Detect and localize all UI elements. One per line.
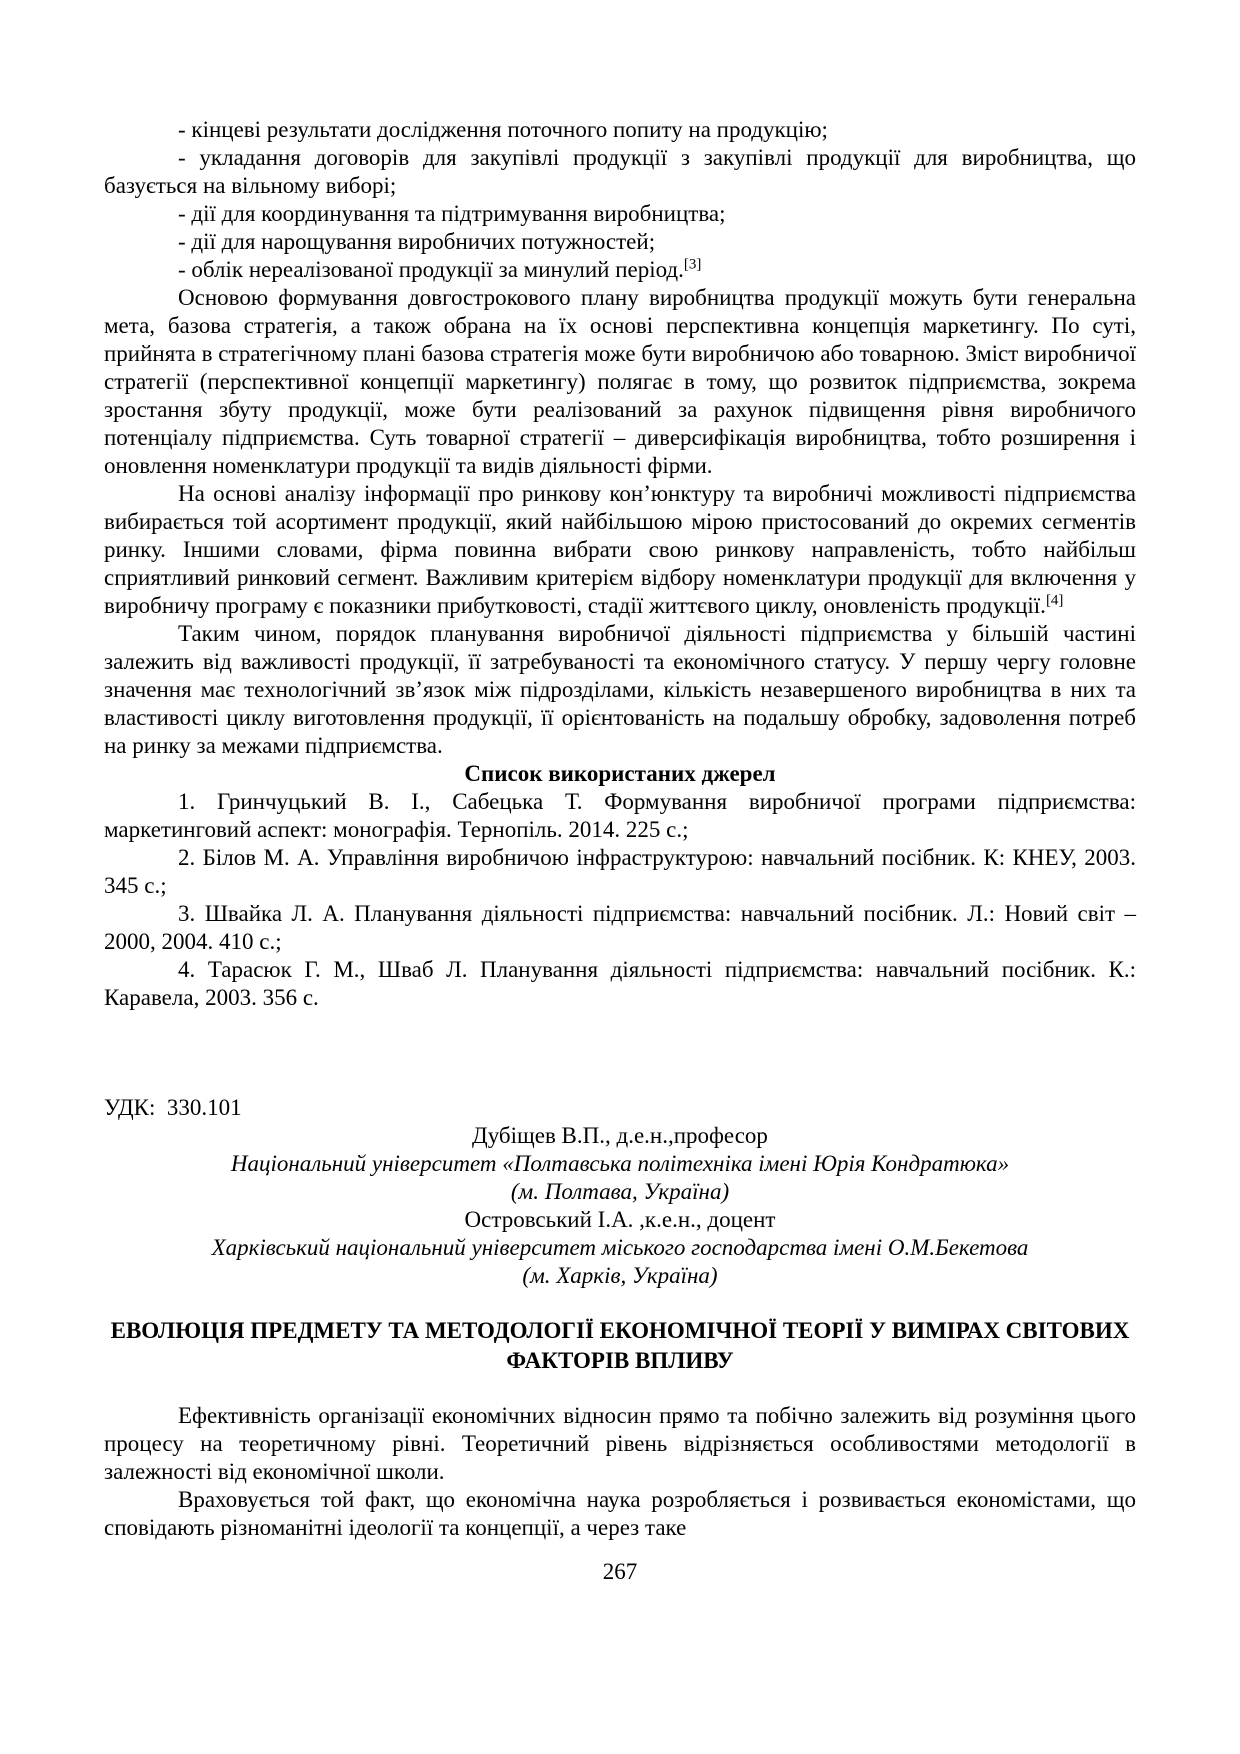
list-item xyxy=(104,200,1136,228)
list-item-text: - облік нереалізованої продукції за минулий період. xyxy=(178,257,684,282)
body-paragraph xyxy=(104,620,1136,760)
list-item xyxy=(104,256,1136,284)
body-paragraph: Враховується той факт, що економічна наука розробляється і розвивається економістами, що сповідають різноманітні ідеології та концепції, а через таке xyxy=(104,1487,1136,1540)
author-name: Островський І.А. ,к.е.н., доцент xyxy=(464,1207,776,1232)
paragraph-text: Таким чином, порядок планування виробничої діяльності підприємства у більшій частині залежить від важливості продукції, її затребуваності та економічного статусу. У першу чергу головне значення має технологічний зв’язок між підрозділами, кількість незавершеного виробництва в них та властивості циклу виготовлення продукції, її орієнтованість на подальшу обробку, задоволення потреб на ринку за межами підприємства. xyxy=(104,621,1136,758)
paragraph-text: Основою формування довгострокового плану виробництва продукції можуть бути генеральна мета, базова стратегія, а також обрана на їх основі перспективна концепція маркетингу. По суті, прийнята в стратегічному плані базова стратегія може бути виробничою або товарною. Зміст виробничої стратегії (перспективної концепції маркетингу) полягає в тому, що розвиток підприємства, зокрема зростання збуту продукції, може бути реалізований за рахунок підвищення рівня виробничого потенціалу підприємства. Суть товарної стратегії – диверсифікація виробництва, тобто розширення і оновлення номенклатури продукції та видів діяльності фірми. xyxy=(104,285,1136,478)
reference-item: 3. Швайка Л. А. Планування діяльності підприємства: навчальний посібник. Л.: Новий світ – 2000, 2004. 410 с.; xyxy=(104,901,1136,954)
list-item-text: - дії для координування та підтримування виробництва; xyxy=(178,201,726,226)
body-paragraph xyxy=(104,284,1136,480)
list-item xyxy=(104,144,1136,200)
footnote-ref: [4] xyxy=(1045,592,1064,609)
body-paragraph xyxy=(104,480,1136,620)
list-item-text: - укладання договорів для закупівлі продукції з закупівлі продукції для виробництва, що базується на вільному виборі; xyxy=(104,145,1136,198)
paragraph-text: На основі аналізу інформації про ринкову кон’юнктуру та виробничі можливості підприємства вибирається той асортимент продукції, який найбільшою мірою пристосований до окремих сегментів ринку. Іншими словами, фірма повинна вибрати свою ринкову направленість, тобто найбільш сприятливий ринковий сегмент. Важливим критерієм відбору номенклатури продукції для включення у виробничу програму є показники прибутковості, стадії життєвого циклу, оновленість продукції. xyxy=(104,481,1136,618)
list-item-text: - дії для нарощування виробничих потужностей; xyxy=(178,229,656,254)
authors-block xyxy=(104,1122,1136,1290)
author-location: (м. Полтава, Україна) xyxy=(510,1179,730,1204)
list-item-text: - кінцеві результати дослідження поточного попиту на продукцію; xyxy=(178,117,828,142)
article-2-section xyxy=(104,1094,1136,1542)
author-affiliation: Харківський національний університет міського господарства імені О.М.Бекетова xyxy=(211,1235,1029,1260)
author-affiliation: Національний університет «Полтавська політехніка імені Юрія Кондратюка» xyxy=(230,1151,1010,1176)
references-heading: Список використаних джерел xyxy=(464,761,776,786)
article-title: ЕВОЛЮЦІЯ ПРЕДМЕТУ ТА МЕТОДОЛОГІЇ ЕКОНОМІЧНОЇ ТЕОРІЇ У ВИМІРАХ СВІТОВИХ ФАКТОРІВ ВПЛИВУ xyxy=(110,1318,1130,1373)
body-paragraph: Ефективність організації економічних відносин прямо та побічно залежить від розуміння цього процесу на теоретичному рівні. Теоретичний рівень відрізняється особливостями методології в залежності від економічної школи. xyxy=(104,1403,1136,1484)
list-item xyxy=(104,116,1136,144)
article-1-section xyxy=(104,116,1136,1012)
author-location: (м. Харків, Україна) xyxy=(522,1263,718,1288)
reference-item: 2. Білов М. А. Управління виробничою інфраструктурою: навчальний посібник. К: КНЕУ, 2003. 345 с.; xyxy=(104,845,1136,898)
page-number: 267 xyxy=(602,1559,638,1584)
footnote-ref: [3] xyxy=(683,256,702,273)
reference-item: 4. Тарасюк Г. М., Шваб Л. Планування діяльності підприємства: навчальний посібник. К.: Каравела, 2003. 356 с. xyxy=(104,957,1136,1010)
udc-code: УДК: 330.101 xyxy=(104,1095,242,1120)
author-name: Дубіщев В.П., д.е.н.,професор xyxy=(472,1123,768,1148)
page-footer xyxy=(104,1558,1136,1586)
list-item xyxy=(104,228,1136,256)
reference-item: 1. Гринчуцький В. І., Сабецька Т. Формування виробничої програми підприємства: маркетинговий аспект: монографія. Тернопіль. 2014. 225 с.; xyxy=(104,789,1136,842)
